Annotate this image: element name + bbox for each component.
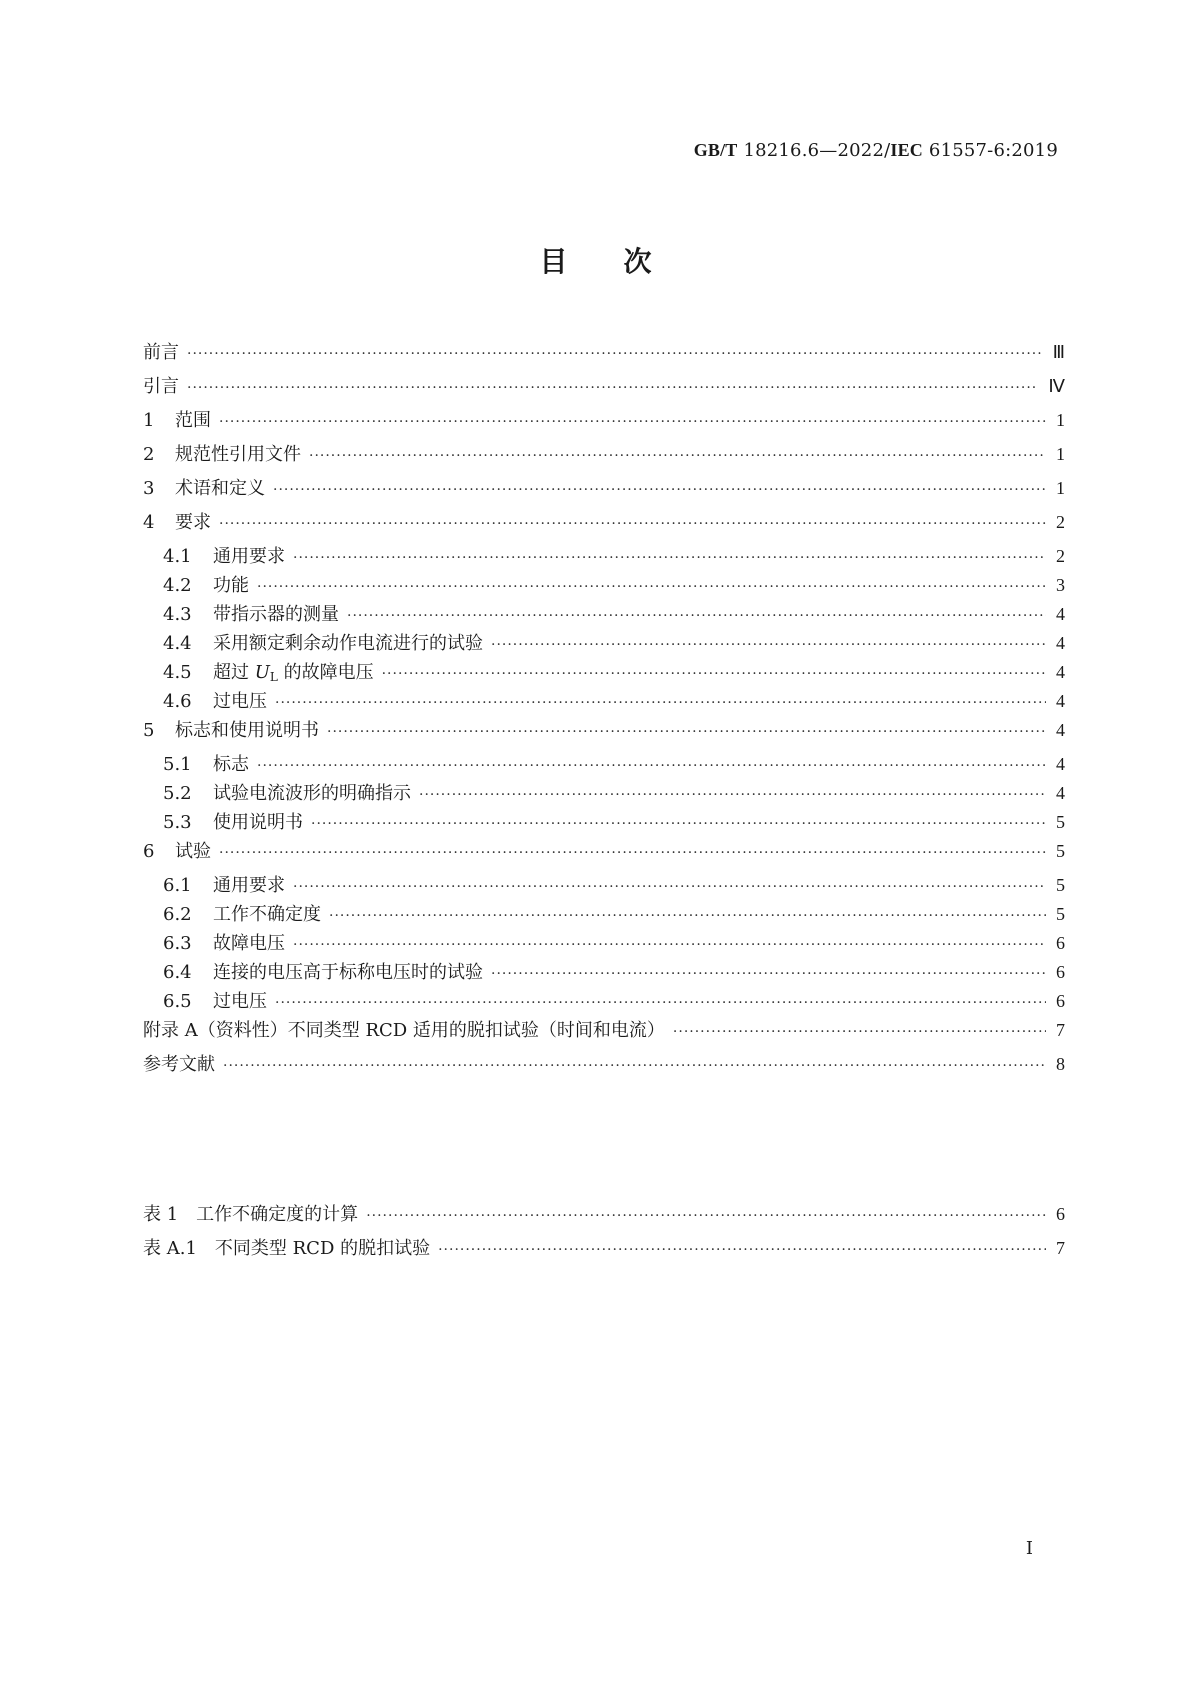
toc-entry-number: 4.1	[163, 546, 192, 567]
toc-leader-dots	[223, 1058, 1046, 1074]
toc-entry-page: 8	[1056, 1054, 1065, 1074]
toc-entry-number: 4.4	[163, 633, 192, 654]
toc-entry-page: 1	[1056, 444, 1065, 464]
toc-entry-page: 7	[1056, 1020, 1065, 1040]
toc-entry-page: Ⅲ	[1052, 342, 1065, 362]
table-list-entry[interactable]	[143, 1234, 1065, 1268]
toc-entry[interactable]	[143, 808, 1065, 837]
toc-entry-number: 1	[143, 410, 155, 431]
toc-leader-dots	[491, 637, 1046, 653]
toc-entry-number: 5.1	[163, 754, 192, 775]
standard-number: 18216.6—2022/	[737, 140, 891, 161]
toc-entry[interactable]	[143, 474, 1065, 508]
toc-entry-number: 4.2	[163, 575, 192, 596]
toc-leader-dots	[187, 380, 1038, 396]
toc-leader-dots	[219, 845, 1046, 861]
toc-entry-label: 工作不确定度	[213, 904, 321, 925]
table-list-label: 表 1 工作不确定度的计算	[143, 1204, 359, 1225]
toc-entry-number: 4	[143, 512, 155, 533]
toc-entry-page: 6	[1056, 962, 1065, 982]
toc-leader-dots	[293, 879, 1046, 895]
toc-entry-number: 6.3	[163, 933, 192, 954]
toc-entry-number: 4.6	[163, 691, 192, 712]
toc-entry-label: 超过 $U_L$ 的故障电压	[213, 662, 374, 684]
toc-entry-number: 5.2	[163, 783, 192, 804]
toc-entry-page: 4	[1056, 662, 1065, 682]
toc-entry-page: 4	[1056, 754, 1065, 774]
toc-entry[interactable]	[143, 508, 1065, 542]
toc-entry-label: 标志	[213, 754, 249, 775]
toc-leader-dots	[293, 550, 1046, 566]
standard-number-header	[694, 140, 1058, 161]
toc-entry-page: 2	[1056, 512, 1065, 532]
toc-leader-dots	[293, 937, 1046, 953]
toc-entry-label: 引言	[143, 376, 179, 397]
toc-leader-dots	[219, 414, 1046, 430]
toc-leader-dots	[275, 695, 1046, 711]
iec-prefix: IEC	[890, 140, 923, 160]
toc-entry-label: 通用要求	[213, 875, 285, 896]
toc-entry[interactable]	[143, 929, 1065, 958]
toc-leader-dots	[219, 516, 1046, 532]
toc-entry-label: 试验	[175, 841, 211, 862]
toc-entry-page: 5	[1056, 904, 1065, 924]
page-title: 目次	[539, 245, 708, 278]
toc-entry-label: 要求	[175, 512, 211, 533]
toc-entry-page: 5	[1056, 841, 1065, 861]
toc-entry-number: 6.5	[163, 991, 192, 1012]
toc-entry-page: Ⅳ	[1048, 376, 1065, 396]
toc-entry-label: 过电压	[213, 691, 267, 712]
toc-entry-number: 5.3	[163, 812, 192, 833]
table-list-entry[interactable]	[143, 1200, 1065, 1234]
table-list-label: 表 A.1 不同类型 RCD 的脱扣试验	[143, 1238, 431, 1259]
toc-leader-dots	[382, 666, 1046, 682]
list-of-tables	[143, 1200, 1065, 1268]
toc-leader-dots	[309, 448, 1046, 464]
toc-entry-number: 4.5	[163, 662, 192, 683]
toc-entry[interactable]	[143, 600, 1065, 629]
toc-entry[interactable]	[143, 1050, 1065, 1084]
toc-entry-page: 4	[1056, 691, 1065, 711]
table-list-page: 7	[1056, 1238, 1065, 1258]
toc-entry-label: 规范性引用文件	[175, 444, 301, 465]
toc-entry-number: 6.2	[163, 904, 192, 925]
toc-entry-page: 6	[1056, 933, 1065, 953]
toc-entry-label: 前言	[143, 342, 179, 363]
toc-entry[interactable]	[143, 338, 1065, 372]
toc-entry-label: 标志和使用说明书	[175, 720, 319, 741]
toc-entry-label: 附录 A（资料性）不同类型 RCD 适用的脱扣试验（时间和电流）	[143, 1020, 665, 1041]
toc-entry-page: 4	[1056, 633, 1065, 653]
toc-entry-label: 试验电流波形的明确指示	[213, 783, 411, 804]
toc-entry-page: 6	[1056, 991, 1065, 1011]
toc-entry-number: 4.3	[163, 604, 192, 625]
table-of-contents	[143, 338, 1065, 1084]
toc-leader-dots	[491, 966, 1046, 982]
toc-entry[interactable]	[143, 987, 1065, 1016]
iec-number: 61557-6:2019	[923, 140, 1058, 161]
toc-entry-page: 4	[1056, 783, 1065, 803]
toc-entry-label: 通用要求	[213, 546, 285, 567]
toc-entry[interactable]	[143, 837, 1065, 871]
table-list-leader-dots	[366, 1208, 1046, 1224]
toc-leader-dots	[673, 1024, 1046, 1040]
page-number: Ⅰ	[1025, 1538, 1033, 1559]
toc-entry-page: 4	[1056, 720, 1065, 740]
toc-entry-label: 过电压	[213, 991, 267, 1012]
toc-entry-number: 5	[143, 720, 155, 741]
toc-entry[interactable]	[143, 1016, 1065, 1050]
toc-leader-dots	[257, 758, 1046, 774]
toc-entry-label: 使用说明书	[213, 812, 303, 833]
toc-entry-number: 6	[143, 841, 155, 862]
toc-leader-dots	[311, 816, 1046, 832]
table-list-leader-dots	[438, 1242, 1046, 1258]
toc-entry-label: 采用额定剩余动作电流进行的试验	[213, 633, 483, 654]
toc-entry-number: 6.4	[163, 962, 192, 983]
toc-entry[interactable]	[143, 750, 1065, 779]
toc-entry[interactable]	[143, 542, 1065, 571]
toc-entry[interactable]	[143, 779, 1065, 808]
toc-entry[interactable]	[143, 716, 1065, 750]
toc-entry-page: 2	[1056, 546, 1065, 566]
toc-leader-dots	[327, 724, 1046, 740]
toc-entry-label: 术语和定义	[175, 478, 265, 499]
toc-entry[interactable]	[143, 658, 1065, 687]
toc-entry[interactable]	[143, 440, 1065, 474]
toc-entry-page: 1	[1056, 478, 1065, 498]
toc-entry-label: 带指示器的测量	[213, 604, 339, 625]
toc-entry[interactable]	[143, 629, 1065, 658]
toc-entry-label: 范围	[175, 410, 211, 431]
toc-entry[interactable]	[143, 958, 1065, 987]
toc-entry-page: 4	[1056, 604, 1065, 624]
toc-entry[interactable]	[143, 406, 1065, 440]
toc-leader-dots	[273, 482, 1046, 498]
toc-leader-dots	[419, 787, 1046, 803]
toc-leader-dots	[329, 908, 1046, 924]
toc-entry[interactable]	[143, 687, 1065, 716]
toc-entry-label: 故障电压	[213, 933, 285, 954]
toc-entry-label: 连接的电压高于标称电压时的试验	[213, 962, 483, 983]
toc-entry-page: 1	[1056, 410, 1065, 430]
toc-entry[interactable]	[143, 372, 1065, 406]
toc-entry-label: 功能	[213, 575, 249, 596]
standard-prefix: GB/T	[693, 140, 738, 160]
toc-entry[interactable]	[143, 571, 1065, 600]
toc-entry-page: 5	[1056, 875, 1065, 895]
toc-entry-page: 5	[1056, 812, 1065, 832]
toc-entry-number: 6.1	[163, 875, 192, 896]
toc-entry[interactable]	[143, 871, 1065, 900]
toc-entry-number: 2	[143, 444, 155, 465]
toc-leader-dots	[275, 995, 1046, 1011]
toc-entry-number: 3	[143, 478, 155, 499]
toc-entry[interactable]	[143, 900, 1065, 929]
toc-entry-page: 3	[1056, 575, 1065, 595]
table-list-page: 6	[1056, 1204, 1065, 1224]
toc-leader-dots	[347, 608, 1046, 624]
toc-leader-dots	[187, 346, 1043, 362]
toc-leader-dots	[257, 579, 1046, 595]
toc-entry-label: 参考文献	[143, 1054, 215, 1075]
